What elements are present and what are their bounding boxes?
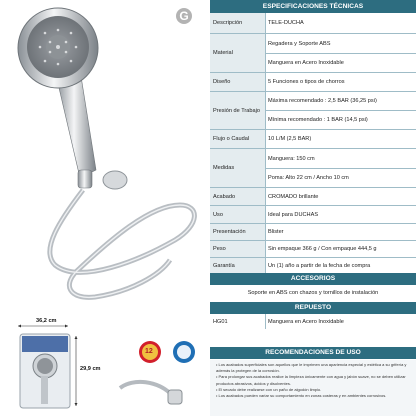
specs-title: ESPECIFICACIONES TÉCNICAS	[210, 0, 416, 13]
value-peso: Sin empaque 366 g / Con empaque 444,5 g	[268, 246, 377, 252]
value-acabado: CROMADO brillante	[268, 193, 319, 200]
recommendation-item: • El secado debe realizarse con un paño de algodón limpio.	[216, 386, 322, 392]
package-preview	[8, 318, 204, 414]
value-material-1: Regadera y Soporte ABS	[268, 40, 331, 47]
label-presentacion: Presentación	[210, 224, 265, 240]
product-photo	[0, 0, 205, 310]
accessories-title: ACCESORIOS	[210, 273, 416, 285]
recommendation-item: • Para prolongar sus acabados realice la limpieza únicamente con agua y jabón suave, no se deben utilizar productos abrasivos, ácidos y disolventes.	[216, 374, 406, 386]
value-uso: Ideal para DUCHAS	[268, 211, 319, 218]
value-presion-max: Máxima recomendado : 2,5 BAR (36,25 psi)	[268, 98, 377, 104]
value-medidas-poma: Poma: Alto 22 cm / Ancho 10 cm	[268, 175, 349, 181]
label-uso: Uso	[210, 206, 265, 223]
value-diseno: 5 Funciones o tipos de chorros	[268, 79, 345, 85]
value-medidas-manguera: Manguera: 150 cm	[268, 155, 315, 162]
accessories-text: Soporte en ABS con chazos y tornillos de instalación	[247, 290, 379, 296]
warranty-number: 12	[145, 348, 153, 355]
value-presentacion: Blister	[268, 229, 284, 235]
spare-title: REPUESTO	[210, 302, 416, 314]
label-presion: Presión de Trabajo	[210, 92, 265, 129]
value-garantia: Un (1) año a partir de la fecha de compra	[268, 262, 371, 269]
value-flujo: 10 L/M (2,5 BAR)	[268, 136, 312, 142]
recommendation-item: • Los acabados pueden variar su comportamiento en zonas costeras y en ambientes corrosivos.	[216, 393, 387, 399]
spare-description: Manguera en Acero Inoxidable	[268, 318, 344, 325]
package-height-label: 29,9 cm	[80, 366, 101, 372]
label-diseno: Diseño	[210, 73, 265, 91]
label-garantia: Garantía	[210, 258, 265, 273]
package-width-label: 36,2 cm	[36, 318, 57, 324]
recommendations-title: RECOMENDACIONES DE USO	[210, 347, 416, 359]
package-drawing	[8, 318, 204, 414]
recommendation-item: • Los acabados superficiales son aquellos que le imprimen una apariencia especial y estética a su grifería y además la protegen de la corrosión.	[216, 362, 407, 374]
label-flujo: Flujo o Caudal	[210, 130, 265, 148]
spare-code: HG01	[210, 314, 265, 329]
spec-sheet	[210, 0, 416, 416]
value-descripcion: TELE-DUCHA	[268, 20, 304, 26]
recommendations-list	[210, 360, 416, 416]
value-material-2: Manguera en Acero Inoxidable	[268, 60, 344, 66]
value-presion-min: Mínima recomendado : 1 BAR (14,5 psi)	[268, 117, 368, 123]
label-medidas: Medidas	[210, 149, 265, 187]
label-acabado: Acabado	[210, 188, 265, 205]
label-material: Material	[210, 34, 265, 72]
label-peso: Peso	[210, 241, 265, 257]
table-divider	[265, 13, 266, 273]
brand-logo: G	[176, 8, 192, 24]
label-descripcion: Descripción	[210, 13, 265, 33]
